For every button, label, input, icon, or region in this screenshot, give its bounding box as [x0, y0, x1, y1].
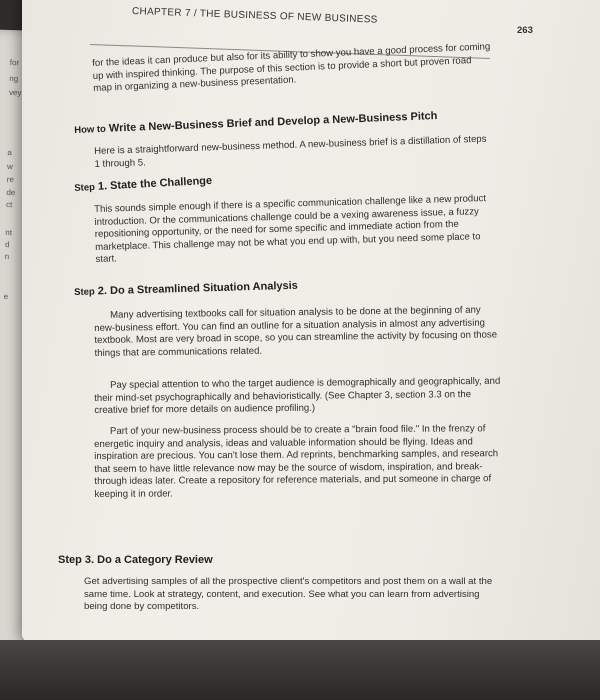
step1-prefix: Step	[74, 181, 96, 194]
intro-paragraph: for the ideas it can produce but also for its ability to show you have a good process for coming up with inspired thinking. The purpose of this section is to provide a short but proven road map in organizing a new-business presentation.	[92, 41, 491, 94]
step2-title: 2. Do a Streamlined Situation Analysis	[97, 279, 298, 298]
left-page-fragment: de	[6, 187, 16, 198]
left-page-fragment: re	[6, 174, 14, 185]
step2-prefix: Step	[74, 286, 95, 298]
step1-heading	[74, 166, 374, 194]
left-page-fragment: nt	[5, 227, 13, 238]
step3-paragraph: Get advertising samples of all the prospective client's competitors and post them on a wall at the same time. Look at strategy, content, and execution. See what you can learn from advertising being done by competitors.	[84, 576, 493, 612]
left-page-fragment: a	[7, 147, 13, 158]
step2-paragraph-2: Pay special attention to who the target audience is demographically and geographically, and their mind-set psychographically and behavioristically. (See Chapter 3, section 3.3 on the creative brief for more details on audience profiling.)	[94, 375, 501, 416]
how-to-heading	[74, 107, 504, 135]
how-to-paragraph: Here is a straightforward new-business method. A new-business brief is a distillation of steps 1 through 5.	[94, 133, 487, 170]
page-content	[58, 6, 533, 612]
how-to-title: Write a New-Business Brief and Develop a New-Business Pitch	[108, 110, 438, 135]
left-page-fragment: for	[9, 58, 20, 68]
step1-title: 1. State the Challenge	[97, 174, 213, 193]
step2-paragraph-3: Part of your new-business process should be to create a "brain food file." In the frenzy of energetic inquiry and analysis, ideas and valuable information should be flying. Ideas and inspiration are precious. You can't lose them. Ad reprints, benchmarking samples, and research that seem to have little relevance now may be the source of wisdom, inspiration, and break-through ideas later. Create a repository for reference materials, and put someone in charge of keeping it in order.	[94, 423, 499, 500]
left-page-fragment: ng	[9, 74, 19, 84]
running-head: CHAPTER 7 / THE BUSINESS OF NEW BUSINESS	[131, 6, 378, 26]
left-page-fragment: vey	[8, 88, 22, 98]
how-to-prefix: How to	[74, 123, 107, 136]
step1-paragraph: This sounds simple enough if there is a specific communication challenge like a new product introduction. Or the communications challenge could be a vexing awareness issue, a fuzzy repositioning opportunity, or the need for some specific and immediate action from the marketplace. This challenge may not be what you end up with, but you need some place to start.	[94, 193, 487, 265]
page-number: 263	[517, 25, 533, 36]
book-page	[22, 0, 600, 642]
left-page-fragment: n	[4, 251, 10, 262]
step3-heading: Step 3. Do a Category Review	[58, 554, 213, 566]
step2-paragraph-1: Many advertising textbooks call for situation analysis to be done at the beginning of any new-business effort. You can find an outline for a situation analysis in almost any advertising textbook. Most are very broad in scope, so you can streamline the activity by focusing on those things that are communications related.	[94, 304, 498, 359]
step2-heading	[74, 277, 404, 298]
left-page-fragment: ct	[5, 199, 13, 210]
left-page-fragment: w	[6, 161, 13, 172]
background-surface	[0, 640, 600, 700]
left-page-fragment: d	[4, 239, 10, 250]
left-page-fragment: e	[3, 291, 9, 302]
